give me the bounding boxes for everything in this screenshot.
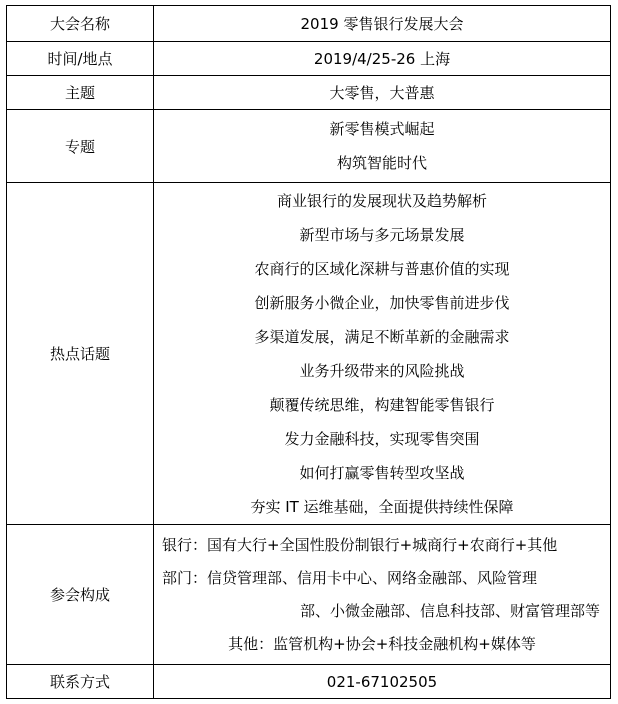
- value-attendees: [154, 525, 611, 665]
- attendee-line: 部、小微金融部、信息科技部、财富管理部等: [299, 601, 600, 620]
- row-time-place: [7, 42, 611, 76]
- value-hot-topics: [154, 183, 611, 525]
- topic-line: 构筑智能时代: [336, 154, 427, 172]
- value-topics: [154, 110, 611, 183]
- label-conference-name: 大会名称: [7, 6, 154, 42]
- label-attendees: 参会构成: [7, 525, 154, 665]
- label-time-place: 时间/地点: [7, 42, 154, 76]
- label-contact: 联系方式: [7, 665, 154, 699]
- conference-info-table: [6, 5, 611, 699]
- attendee-line: 部门：信贷管理部、信用卡中心、网络金融部、风险管理: [162, 568, 538, 587]
- hot-topic-line: 颠覆传统思维，构建智能零售银行: [269, 395, 495, 414]
- row-conference-name: [7, 6, 611, 42]
- hot-topic-line: 创新服务小微企业，加快零售前进步伐: [254, 293, 510, 312]
- label-theme: 主题: [7, 76, 154, 110]
- hot-topic-line: 发力金融科技，实现零售突围: [284, 429, 480, 448]
- value-contact: 021-67102505: [154, 665, 611, 699]
- hot-topic-line: 多渠道发展，满足不断革新的金融需求: [254, 327, 510, 346]
- topic-line: 新零售模式崛起: [329, 120, 435, 138]
- hot-topic-line: 如何打赢零售转型攻坚战: [299, 463, 465, 482]
- row-theme: [7, 76, 611, 110]
- value-theme: 大零售，大普惠: [154, 76, 611, 110]
- label-hot-topics: 热点话题: [7, 183, 154, 525]
- row-contact: [7, 665, 611, 699]
- hot-topic-line: 农商行的区域化深耕与普惠价值的实现: [254, 259, 510, 278]
- attendee-line: 银行：国有大行+全国性股份制银行+城商行+农商行+其他: [162, 535, 558, 554]
- row-hot-topics: [7, 183, 611, 525]
- value-time-place: 2019/4/25-26 上海: [154, 42, 611, 76]
- row-topics: [7, 110, 611, 183]
- attendee-line: 其他：监管机构+协会+科技金融机构+媒体等: [228, 634, 536, 653]
- value-conference-name: 2019 零售银行发展大会: [154, 6, 611, 42]
- label-topics: 专题: [7, 110, 154, 183]
- hot-topic-line: 新型市场与多元场景发展: [299, 225, 465, 244]
- row-attendees: [7, 525, 611, 665]
- hot-topic-line: 业务升级带来的风险挑战: [299, 361, 465, 380]
- hot-topic-line: 商业银行的发展现状及趋势解析: [276, 191, 487, 210]
- hot-topic-line: 夯实 IT 运维基础，全面提供持续性保障: [250, 497, 514, 516]
